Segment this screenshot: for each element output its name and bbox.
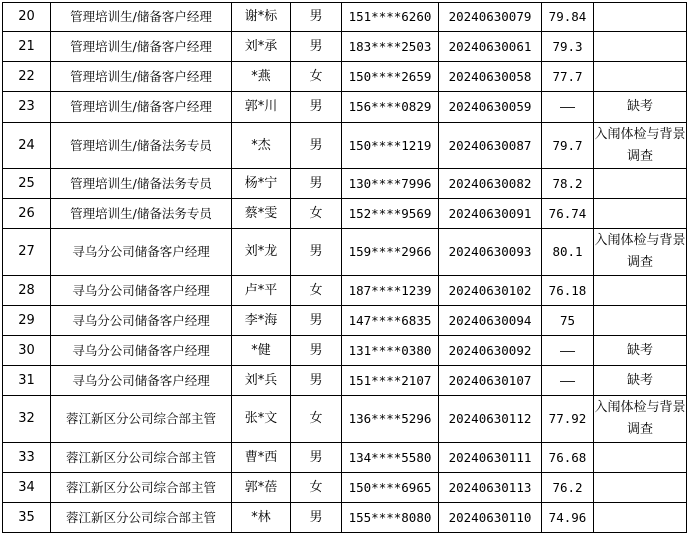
- phone-cell: 156****0829: [342, 92, 439, 123]
- phone-cell: 150****1219: [342, 123, 439, 169]
- phone-cell: 159****2966: [342, 229, 439, 276]
- gender-cell: 女: [291, 473, 342, 503]
- name-cell: 郭*蓓: [232, 473, 291, 503]
- exam-id-cell: 20240630082: [439, 169, 542, 199]
- score-cell: 76.68: [542, 443, 594, 473]
- gender-cell: 女: [291, 276, 342, 306]
- remark-cell: [594, 199, 687, 229]
- phone-cell: 150****6965: [342, 473, 439, 503]
- score-cell: 79.7: [542, 123, 594, 169]
- position-cell: 寻乌分公司储备客户经理: [51, 276, 232, 306]
- row-number: 29: [3, 306, 51, 336]
- position-cell: 寻乌分公司储备客户经理: [51, 336, 232, 366]
- position-cell: 寻乌分公司储备客户经理: [51, 306, 232, 336]
- phone-cell: 151****2107: [342, 366, 439, 396]
- remark-cell: 缺考: [594, 366, 687, 396]
- exam-id-cell: 20240630058: [439, 62, 542, 92]
- gender-cell: 男: [291, 92, 342, 123]
- phone-cell: 155****8080: [342, 503, 439, 533]
- gender-cell: 女: [291, 396, 342, 443]
- position-cell: 管理培训生/储备客户经理: [51, 62, 232, 92]
- name-cell: 刘*承: [232, 32, 291, 62]
- remark-cell: 入闱体检与背景调查: [594, 229, 687, 276]
- remark-cell: 缺考: [594, 336, 687, 366]
- phone-cell: 134****5580: [342, 443, 439, 473]
- results-table: [2, 2, 687, 533]
- phone-cell: 152****9569: [342, 199, 439, 229]
- position-cell: 管理培训生/储备客户经理: [51, 92, 232, 123]
- name-cell: 李*海: [232, 306, 291, 336]
- gender-cell: 男: [291, 443, 342, 473]
- row-number: 20: [3, 3, 51, 32]
- score-cell: 76.18: [542, 276, 594, 306]
- row-number: 28: [3, 276, 51, 306]
- table-row: [3, 229, 687, 276]
- phone-cell: 151****6260: [342, 3, 439, 32]
- name-cell: 卢*平: [232, 276, 291, 306]
- gender-cell: 男: [291, 306, 342, 336]
- remark-cell: [594, 473, 687, 503]
- name-cell: 张*文: [232, 396, 291, 443]
- exam-id-cell: 20240630094: [439, 306, 542, 336]
- row-number: 24: [3, 123, 51, 169]
- gender-cell: 男: [291, 3, 342, 32]
- row-number: 22: [3, 62, 51, 92]
- table-row: [3, 473, 687, 503]
- gender-cell: 女: [291, 62, 342, 92]
- gender-cell: 男: [291, 32, 342, 62]
- remark-cell: [594, 306, 687, 336]
- row-number: 25: [3, 169, 51, 199]
- exam-id-cell: 20240630059: [439, 92, 542, 123]
- position-cell: 寻乌分公司储备客户经理: [51, 229, 232, 276]
- remark-cell: [594, 276, 687, 306]
- row-number: 31: [3, 366, 51, 396]
- score-cell: ——: [542, 92, 594, 123]
- score-cell: 74.96: [542, 503, 594, 533]
- table-row: [3, 32, 687, 62]
- table-row: [3, 443, 687, 473]
- phone-cell: 130****7996: [342, 169, 439, 199]
- exam-id-cell: 20240630087: [439, 123, 542, 169]
- gender-cell: 男: [291, 503, 342, 533]
- exam-id-cell: 20240630092: [439, 336, 542, 366]
- gender-cell: 男: [291, 336, 342, 366]
- table-row: [3, 199, 687, 229]
- score-cell: 76.2: [542, 473, 594, 503]
- remark-cell: [594, 443, 687, 473]
- remark-cell: [594, 3, 687, 32]
- table-row: [3, 336, 687, 366]
- phone-cell: 187****1239: [342, 276, 439, 306]
- exam-id-cell: 20240630091: [439, 199, 542, 229]
- exam-id-cell: 20240630110: [439, 503, 542, 533]
- score-cell: 80.1: [542, 229, 594, 276]
- name-cell: 杨*宁: [232, 169, 291, 199]
- score-cell: 77.92: [542, 396, 594, 443]
- name-cell: 刘*龙: [232, 229, 291, 276]
- exam-id-cell: 20240630102: [439, 276, 542, 306]
- gender-cell: 男: [291, 123, 342, 169]
- position-cell: 蓉江新区分公司综合部主管: [51, 473, 232, 503]
- position-cell: 管理培训生/储备法务专员: [51, 123, 232, 169]
- phone-cell: 147****6835: [342, 306, 439, 336]
- table-row: [3, 276, 687, 306]
- exam-id-cell: 20240630061: [439, 32, 542, 62]
- name-cell: 蔡*雯: [232, 199, 291, 229]
- position-cell: 蓉江新区分公司综合部主管: [51, 396, 232, 443]
- position-cell: 管理培训生/储备客户经理: [51, 32, 232, 62]
- row-number: 23: [3, 92, 51, 123]
- table-row: [3, 92, 687, 123]
- row-number: 27: [3, 229, 51, 276]
- row-number: 32: [3, 396, 51, 443]
- score-cell: 79.3: [542, 32, 594, 62]
- remark-cell: [594, 503, 687, 533]
- remark-cell: 入闱体检与背景调查: [594, 396, 687, 443]
- name-cell: *杰: [232, 123, 291, 169]
- score-cell: 75: [542, 306, 594, 336]
- exam-id-cell: 20240630113: [439, 473, 542, 503]
- position-cell: 寻乌分公司储备客户经理: [51, 366, 232, 396]
- score-cell: 78.2: [542, 169, 594, 199]
- phone-cell: 183****2503: [342, 32, 439, 62]
- score-cell: ——: [542, 366, 594, 396]
- phone-cell: 150****2659: [342, 62, 439, 92]
- score-cell: 79.84: [542, 3, 594, 32]
- remark-cell: [594, 32, 687, 62]
- row-number: 35: [3, 503, 51, 533]
- remark-cell: [594, 169, 687, 199]
- remark-cell: 入闱体检与背景调查: [594, 123, 687, 169]
- row-number: 33: [3, 443, 51, 473]
- exam-id-cell: 20240630111: [439, 443, 542, 473]
- table-row: [3, 306, 687, 336]
- table-row: [3, 62, 687, 92]
- gender-cell: 男: [291, 169, 342, 199]
- position-cell: 管理培训生/储备客户经理: [51, 3, 232, 32]
- name-cell: 曹*西: [232, 443, 291, 473]
- gender-cell: 男: [291, 229, 342, 276]
- exam-id-cell: 20240630112: [439, 396, 542, 443]
- table-row: [3, 503, 687, 533]
- table-row: [3, 123, 687, 169]
- position-cell: 管理培训生/储备法务专员: [51, 199, 232, 229]
- phone-cell: 131****0380: [342, 336, 439, 366]
- name-cell: 谢*标: [232, 3, 291, 32]
- name-cell: 刘*兵: [232, 366, 291, 396]
- exam-id-cell: 20240630107: [439, 366, 542, 396]
- position-cell: 蓉江新区分公司综合部主管: [51, 443, 232, 473]
- remark-cell: [594, 62, 687, 92]
- gender-cell: 男: [291, 366, 342, 396]
- row-number: 21: [3, 32, 51, 62]
- row-number: 34: [3, 473, 51, 503]
- row-number: 26: [3, 199, 51, 229]
- table-row: [3, 3, 687, 32]
- exam-id-cell: 20240630079: [439, 3, 542, 32]
- score-cell: ——: [542, 336, 594, 366]
- score-cell: 77.7: [542, 62, 594, 92]
- position-cell: 蓉江新区分公司综合部主管: [51, 503, 232, 533]
- name-cell: *燕: [232, 62, 291, 92]
- name-cell: *林: [232, 503, 291, 533]
- name-cell: *健: [232, 336, 291, 366]
- score-cell: 76.74: [542, 199, 594, 229]
- table-row: [3, 169, 687, 199]
- phone-cell: 136****5296: [342, 396, 439, 443]
- table-row: [3, 366, 687, 396]
- gender-cell: 女: [291, 199, 342, 229]
- row-number: 30: [3, 336, 51, 366]
- table-row: [3, 396, 687, 443]
- exam-id-cell: 20240630093: [439, 229, 542, 276]
- position-cell: 管理培训生/储备法务专员: [51, 169, 232, 199]
- remark-cell: 缺考: [594, 92, 687, 123]
- name-cell: 郭*川: [232, 92, 291, 123]
